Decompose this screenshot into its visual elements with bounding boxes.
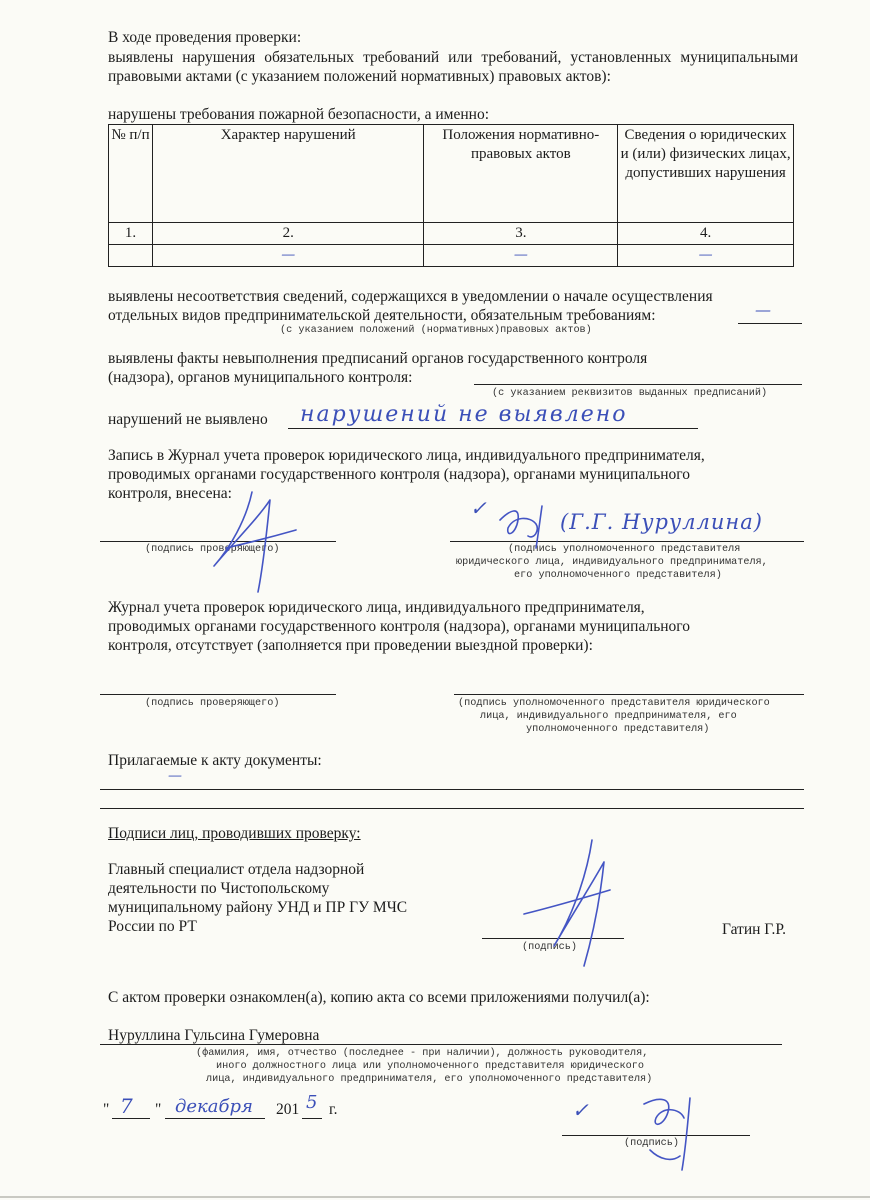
inspector-position-line-1: Главный специалист отдела надзорной <box>108 861 365 878</box>
prescriptions-line-2: (надзора), органов муниципального контроля: <box>108 369 413 386</box>
col-number-4: 4. <box>618 223 794 245</box>
col-header-nature: Характер нарушений <box>152 125 424 223</box>
inconsistencies-caption: (с указанием положений (нормативных)правовых актов) <box>280 325 592 336</box>
fire-safety-line: нарушены требования пожарной безопасности, а именно: <box>108 106 489 123</box>
inspector-position-line-4: России по РТ <box>108 918 197 935</box>
handwritten-dash: — <box>698 247 713 263</box>
signatures-heading: Подписи лиц, проводивших проверку: <box>108 825 361 842</box>
inconsistencies-line-1: выявлены несоответствия сведений, содержащихся в уведомлении о начале осуществления <box>108 288 713 305</box>
handwritten-dash: — <box>755 300 771 319</box>
col-number-2: 2. <box>152 223 424 245</box>
col-number-3: 3. <box>424 223 618 245</box>
check-mark: ✓ <box>572 1098 589 1122</box>
no-violations-label: нарушений не выявлено <box>108 411 268 428</box>
col-header-number: № п/п <box>109 125 153 223</box>
prescriptions-caption: (с указанием реквизитов выданных предписаний) <box>492 388 768 399</box>
inspector-signature-caption: (подпись проверяющего) <box>145 544 280 555</box>
representative-caption-2: юридического лица, индивидуального предпринимателя, <box>456 557 768 568</box>
representative-caption-3: уполномоченного представителя) <box>526 724 710 735</box>
date-month: декабря <box>175 1096 253 1117</box>
acquainted-name: Нуруллина Гульсина Гумеровна <box>108 1027 320 1044</box>
date-day: 7 <box>120 1094 133 1118</box>
representative-caption-1: (подпись уполномоченного представителя <box>508 544 741 555</box>
representative-caption-2: лица, индивидуального предпринимателя, его <box>480 711 737 722</box>
col-header-persons: Сведения о юридических и (или) физических лицах, допустивших нарушения <box>618 125 794 223</box>
inspector-signature-caption: (подпись) <box>522 942 578 953</box>
handwritten-dash: — <box>281 247 296 263</box>
intro-line: В ходе проведения проверки: <box>108 29 302 46</box>
acquainted-caption-2: иного должностного лица или уполномоченного представителя юридического <box>216 1061 644 1072</box>
journal-entry-line-2: проводимых органами государственного контроля (надзора), органами муниципального <box>108 466 691 483</box>
date-year-digit: 5 <box>306 1092 318 1113</box>
acquainted-caption-3: лица, индивидуального предпринимателя, его уполномоченного представителя) <box>206 1074 653 1085</box>
date-year-prefix: 201 <box>276 1101 300 1118</box>
representative-caption-1: (подпись уполномоченного представителя юридического <box>458 698 770 709</box>
date-quote-close: " <box>155 1101 162 1118</box>
journal-absent-line-1: Журнал учета проверок юридического лица, индивидуального предпринимателя, <box>108 599 645 616</box>
journal-absent-line-2: проводимых органами государственного контроля (надзора), органами муниципального <box>108 618 691 635</box>
final-signature-caption: (подпись) <box>624 1138 680 1149</box>
date-suffix: г. <box>329 1101 338 1118</box>
prescriptions-line-1: выявлены факты невыполнения предписаний органов государственного контроля <box>108 350 648 367</box>
inspector-position-line-3: муниципальному району УНД и ПР ГУ МЧС <box>108 899 408 916</box>
journal-entry-line-3: контроля, внесена: <box>108 485 232 502</box>
attached-documents-label: Прилагаемые к акту документы: <box>108 752 322 769</box>
handwritten-dash: — <box>168 768 182 784</box>
journal-entry-line-1: Запись в Журнал учета проверок юридического лица, индивидуального предпринимателя, <box>108 447 705 464</box>
col-number-1: 1. <box>109 223 153 245</box>
representative-caption-3: его уполномоченного представителя) <box>514 570 722 581</box>
check-mark: ✓ <box>470 496 487 520</box>
violations-intro: выявлены нарушения обязательных требований или требований, установленных муниципальными правовыми актами (с указанием положений нормативных) правовых актов): <box>108 49 798 85</box>
handwritten-no-violations: нарушений не выявлено <box>300 402 628 427</box>
inconsistencies-line-2: отдельных видов предпринимательской деятельности, обязательным требованиям: <box>108 307 656 324</box>
acquainted-text: С актом проверки ознакомлен(а), копию акта со всеми приложениями получил(а): <box>108 989 650 1006</box>
acquainted-caption-1: (фамилия, имя, отчество (последнее - при наличии), должность руководителя, <box>196 1048 649 1059</box>
inspector-position-line-2: деятельности по Чистопольскому <box>108 880 330 897</box>
page-bottom-edge <box>0 1196 870 1198</box>
inspector-signature-caption: (подпись проверяющего) <box>145 698 280 709</box>
date-quote-open: " <box>103 1101 110 1118</box>
handwritten-representative-name: (Г.Г. Нуруллина) <box>560 510 763 534</box>
col-header-norms: Положения нормативно-правовых актов <box>424 125 618 223</box>
handwritten-dash: — <box>513 247 528 263</box>
journal-absent-line-3: контроля, отсутствует (заполняется при проведении выездной проверки): <box>108 637 593 654</box>
inspector-name: Гатин Г.Р. <box>722 921 786 938</box>
